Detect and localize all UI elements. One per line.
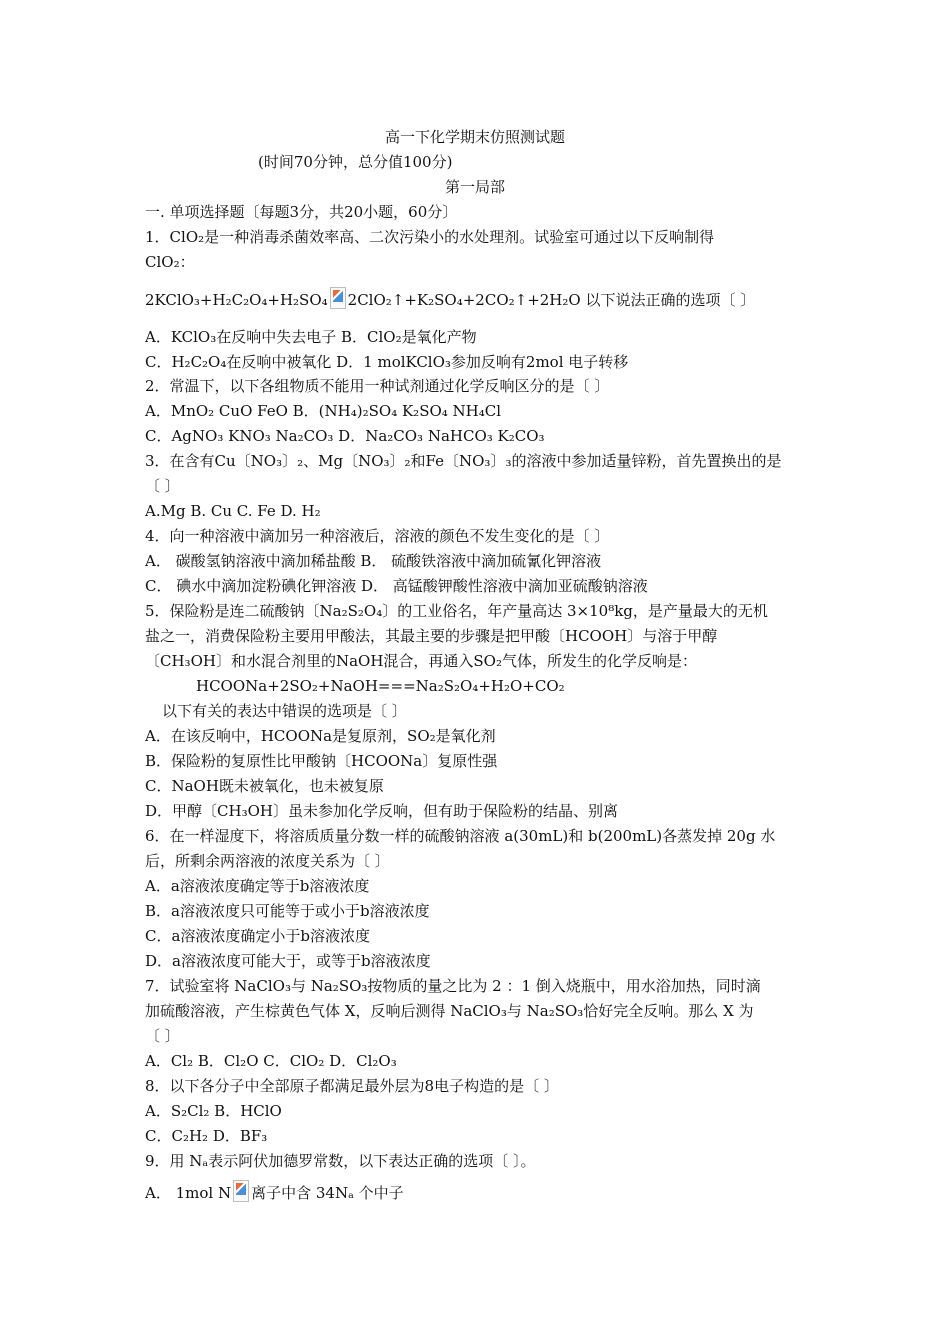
q2-options-ab: A．MnO₂ CuO FeO B．(NH₄)₂SO₄ K₂SO₄ NH₄Cl bbox=[145, 402, 502, 420]
q6-option-c: C．a溶液浓度确定小于b溶液浓度 bbox=[145, 927, 371, 945]
q6-option-b: B．a溶液浓度只可能等于或小于b溶液浓度 bbox=[145, 902, 430, 920]
q7-line2: 加硫酸溶液，产生棕黄色气体 X，反响后测得 NaClO₃与 Na₂SO₃恰好完全反响。那么 X 为 bbox=[145, 1002, 754, 1020]
q5-question: 以下有关的表达中错误的选项是〔 〕 bbox=[162, 702, 407, 720]
broken-image-icon bbox=[330, 287, 346, 309]
q1-equation-right: 2ClO₂↑+K₂SO₄+2CO₂↑+2H₂O 以下说法正确的选项〔 〕 bbox=[347, 291, 756, 309]
q1-stem-cont: ClO₂： bbox=[145, 253, 195, 271]
q8-stem: 8．以下各分子中全部原子都满足最外层为8电子构造的是〔 〕 bbox=[145, 1077, 559, 1095]
q2-stem: 2．常温下，以下各组物质不能用一种试剂通过化学反响区分的是〔 〕 bbox=[145, 377, 610, 395]
q5-line2: 盐之一，消费保险粉主要用甲酸法，其最主要的步骤是把甲酸〔HCOOH〕与溶于甲醇 bbox=[145, 627, 718, 645]
q9-option-a-prefix: A． 1mol N bbox=[145, 1184, 232, 1202]
q7-options: A．Cl₂ B．Cl₂O C．ClO₂ D．Cl₂O₃ bbox=[145, 1052, 397, 1070]
q5-equation: HCOONa+2SO₂+NaOH===Na₂S₂O₄+H₂O+CO₂ bbox=[196, 677, 565, 695]
q6-option-a: A．a溶液浓度确定等于b溶液浓度 bbox=[145, 877, 370, 895]
q9-stem: 9．用 Nₐ表示阿伏加德罗常数，以下表达正确的选项〔 〕。 bbox=[145, 1152, 536, 1170]
part-heading: 第一局部 bbox=[444, 178, 505, 196]
q9-option-a-suffix: 离子中含 34Nₐ 个中子 bbox=[251, 1184, 404, 1202]
q3-options: A.Mg B. Cu C. Fe D. H₂ bbox=[145, 502, 321, 520]
q6-line2: 后，所剩余两溶液的浓度关系为〔 〕 bbox=[145, 852, 390, 870]
q8-options-cd: C．C₂H₂ D．BF₃ bbox=[145, 1127, 268, 1145]
q5-line3: 〔CH₃OH〕和水混合剂里的NaOH混合，再通入SO₂气体，所发生的化学反响是： bbox=[145, 652, 697, 670]
q4-options-cd: C． 碘水中滴加淀粉碘化钾溶液 D． 高锰酸钾酸性溶液中滴加亚硫酸钠溶液 bbox=[145, 577, 648, 595]
q2-options-cd: C．AgNO₃ KNO₃ Na₂CO₃ D．Na₂CO₃ NaHCO₃ K₂CO₃ bbox=[145, 427, 545, 445]
section-heading: 一. 单项选择题〔每题3分，共20小题，60分〕 bbox=[145, 203, 458, 221]
q5-option-c: C．NaOH既未被氧化，也未被复原 bbox=[145, 777, 384, 795]
q1-options-ab: A．KClO₃在反响中失去电子 B．ClO₂是氧化产物 bbox=[145, 328, 477, 346]
q3-bracket: 〔 〕 bbox=[145, 477, 180, 495]
q4-options-ab: A． 碳酸氢钠溶液中滴加稀盐酸 B． 硫酸铁溶液中滴加硫氰化钾溶液 bbox=[145, 552, 602, 570]
q1-equation-left: 2KClO₃+H₂C₂O₄+H₂SO₄ bbox=[145, 291, 328, 309]
subtitle: (时间70分钟，总分值100分) bbox=[258, 153, 453, 171]
q7-line3: 〔 〕 bbox=[145, 1027, 180, 1045]
page-title: 高一下化学期末仿照测试题 bbox=[384, 128, 565, 146]
q6-line1: 6．在一样湿度下，将溶质质量分数一样的硫酸钠溶液 a(30mL)和 b(200mL)各蒸发掉 20g 水 bbox=[145, 827, 776, 845]
q5-option-b: B．保险粉的复原性比甲酸钠〔HCOONa〕复原性强 bbox=[145, 752, 498, 770]
q1-stem: 1．ClO₂是一种消毒杀菌效率高、二次污染小的水处理剂。试验室可通过以下反响制得 bbox=[145, 228, 715, 246]
q5-option-a: A．在该反响中，HCOONa是复原剂，SO₂是氧化剂 bbox=[145, 727, 496, 745]
q3-stem: 3．在含有Cu〔NO₃〕₂、Mg〔NO₃〕₂和Fe〔NO₃〕₃的溶液中参加适量锌粉，首先置换出的是 bbox=[145, 452, 782, 470]
q8-options-ab: A．S₂Cl₂ B．HClO bbox=[145, 1102, 282, 1120]
broken-image-icon bbox=[233, 1180, 249, 1202]
q6-option-d: D．a溶液浓度可能大于，或等于b溶液浓度 bbox=[145, 952, 431, 970]
q9-option-a bbox=[145, 1180, 404, 1203]
q1-equation bbox=[145, 287, 755, 310]
q5-option-d: D．甲醇〔CH₃OH〕虽未参加化学反响，但有助于保险粉的结晶、别离 bbox=[145, 802, 618, 820]
q5-line1: 5．保险粉是连二硫酸钠〔Na₂S₂O₄〕的工业俗名，年产量高达 3×10⁸kg，是产量最大的无机 bbox=[145, 602, 768, 620]
q4-stem: 4．向一种溶液中滴加另一种溶液后，溶液的颜色不发生变化的是〔 〕 bbox=[145, 527, 610, 545]
q7-line1: 7．试验室将 NaClO₃与 Na₂SO₃按物质的量之比为 2 ：1 倒入烧瓶中，用水浴加热，同时滴 bbox=[145, 977, 761, 995]
q1-options-cd: C．H₂C₂O₄在反响中被氧化 D．1 molKClO₃参加反响有2mol 电子转移 bbox=[145, 353, 629, 371]
